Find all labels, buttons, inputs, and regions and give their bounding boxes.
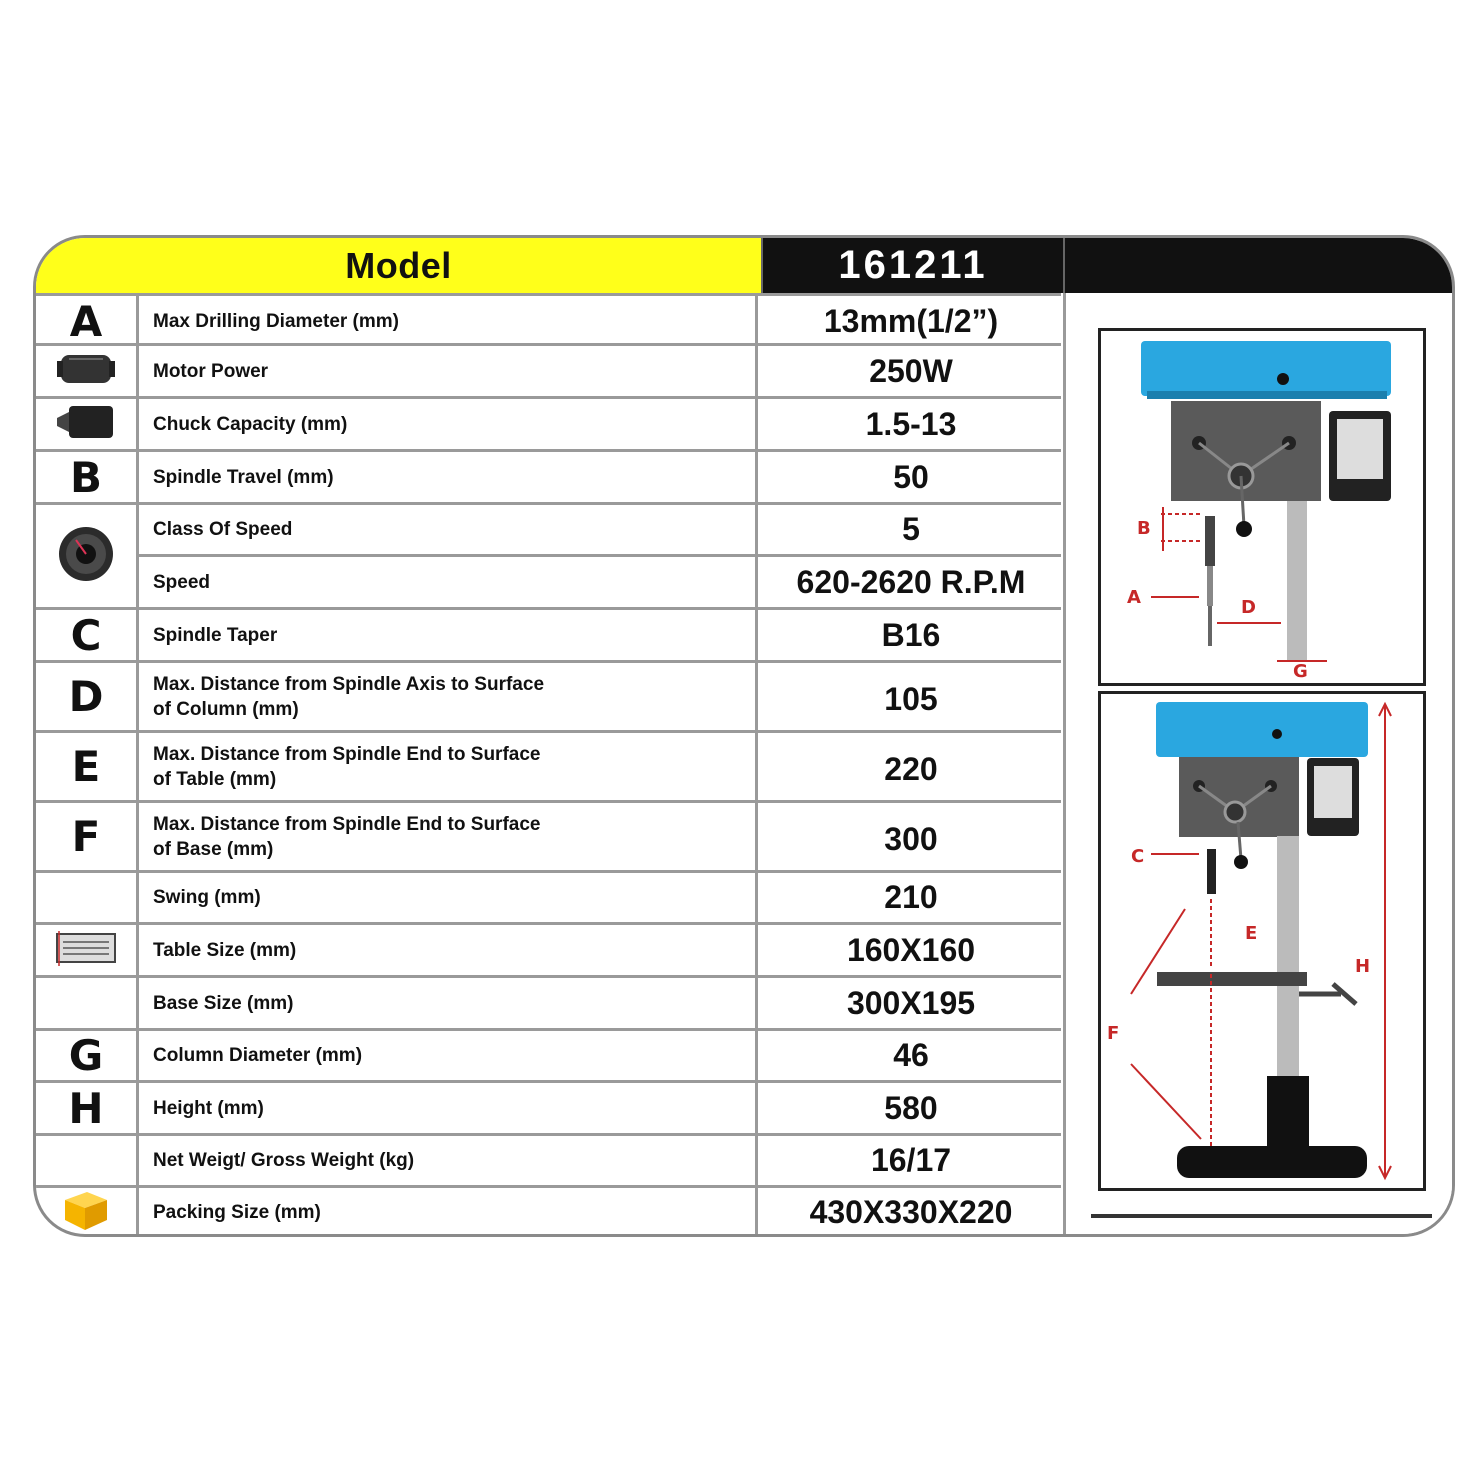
spec-label-text-line2: of Base (mm) [153,838,274,860]
dimension-letter: H [68,1083,104,1133]
dimension-letter: D [68,672,104,721]
spec-label-text: Class Of Speed [153,519,293,540]
spec-label-text: Net Weigt/ Gross Weight (kg) [153,1150,415,1171]
spec-value: 1.5-13 [865,405,957,442]
dimension-label-c: C [1131,846,1145,867]
spec-label-text: Max Drilling Diameter (mm) [153,310,399,332]
drill-press-full-illustration [1101,694,1423,1188]
spec-row [36,1185,1061,1237]
spec-label-text: Base Size (mm) [153,992,294,1014]
speed-dial-icon [56,522,116,591]
model-label: Model [345,244,452,286]
spec-value: 220 [884,751,938,787]
spec-label-text: Column Diameter (mm) [153,1045,363,1066]
spec-label [139,1083,758,1133]
spec-sheet [33,235,1455,1237]
spec-label-text: Speed [153,571,211,593]
dimension-label-e: E [1245,923,1258,944]
spec-value: 300 [884,821,938,857]
row-icon-cell [36,663,139,730]
spec-row [36,502,1061,554]
spec-row [36,1028,1061,1080]
dimension-letter: E [71,742,101,791]
row-icon-cell [36,978,139,1028]
diagram-column [1063,293,1452,1234]
dimension-label-b: B [1137,518,1151,539]
spec-label [139,296,758,346]
spec-label-text: Max. Distance from Spindle End to Surface [153,743,541,765]
header-row [36,238,1452,293]
spec-row [36,800,1061,870]
row-icon-cell [36,452,139,502]
spec-value: 160X160 [846,931,976,968]
row-icon-cell [36,1083,139,1133]
dimension-letter: F [71,812,101,861]
spec-label [139,733,758,800]
spec-label [139,346,758,396]
spec-value: 620-2620 R.P.M [796,563,1026,600]
dimension-letter: G [68,1031,104,1080]
spec-label [139,803,758,870]
spec-row [36,730,1061,800]
spec-row [36,975,1061,1028]
spec-label-text: Motor Power [153,360,269,382]
spec-label [139,1031,758,1080]
spec-value: 13mm(1/2”) [823,302,999,339]
dimension-label-d: D [1241,597,1256,618]
spec-label-text-line2: of Table (mm) [153,768,277,790]
spec-value: 105 [884,681,938,717]
table-icon [53,928,119,973]
spec-row [36,660,1061,730]
spec-row [36,1080,1061,1133]
dimension-label-h: H [1355,956,1371,977]
spec-value: 430X330X220 [809,1194,1013,1230]
row-icon-cell [36,399,139,449]
spec-label-text: Max. Distance from Spindle End to Surface [153,813,541,835]
model-number: 161211 [838,243,988,287]
row-icon-cell [36,346,139,396]
dimension-label-a: A [1127,587,1141,608]
spec-row [36,343,1061,396]
dimension-letter: B [69,452,102,502]
spec-value: 5 [902,511,920,547]
spec-label [139,1188,758,1237]
spec-label-text: Spindle Taper [153,624,278,646]
spec-label [139,399,758,449]
dimension-label-g: G [1293,661,1308,682]
spec-label-text-line2: of Column (mm) [153,698,299,720]
row-icon-cell [36,610,139,660]
spec-label [139,452,758,502]
spec-label [139,1136,758,1185]
spec-label [139,505,758,554]
spec-label-text: Spindle Travel (mm) [153,466,334,488]
model-number-cell [761,238,1063,293]
spec-value: 16/17 [870,1142,952,1178]
spec-value: 250W [869,352,953,389]
spec-row [36,922,1061,975]
header-image-cell [1063,238,1452,293]
drill-press-top-diagram [1098,328,1426,686]
spec-label-text: Max. Distance from Spindle Axis to Surface [153,673,545,695]
spec-label-text: Chuck Capacity (mm) [153,413,348,435]
model-cell [36,238,761,293]
spec-row [36,870,1061,922]
spec-label [139,978,758,1028]
spec-label-text: Height (mm) [153,1097,264,1119]
spec-row [36,396,1061,449]
spec-label [139,663,758,730]
row-icon-cell [36,1031,139,1080]
spec-value: 300X195 [846,984,976,1021]
spec-value: 46 [893,1037,929,1073]
row-icon-cell [36,505,139,607]
spec-value: 210 [884,879,938,915]
spec-label-text: Packing Size (mm) [153,1202,321,1223]
spec-row [36,607,1061,660]
spec-value: 580 [884,1089,938,1126]
row-icon-cell [36,296,139,346]
spec-row [36,449,1061,502]
drill-press-head-illustration [1101,331,1423,683]
row-icon-cell [36,803,139,870]
box-icon [61,1188,111,1237]
bottom-rule [1091,1214,1432,1218]
drill-press-full-diagram [1098,691,1426,1191]
spec-label [139,873,758,922]
row-icon-cell [36,873,139,922]
dimension-label-f: F [1107,1023,1120,1044]
spec-value: B16 [881,616,941,653]
spec-label [139,925,758,975]
spec-label-text: Table Size (mm) [153,939,297,961]
spec-row [36,554,1061,607]
row-icon-cell [36,1188,139,1237]
spec-label [139,610,758,660]
spec-value: 50 [893,458,929,495]
row-icon-cell [36,733,139,800]
dimension-letter: C [70,610,102,660]
spec-row [36,1133,1061,1185]
row-icon-cell [36,925,139,975]
motor-icon [55,349,117,394]
chuck-icon [55,402,117,447]
spec-label-text: Swing (mm) [153,887,261,908]
dimension-letter: A [69,296,103,346]
spec-label [139,557,758,607]
spec-row [36,293,1061,346]
row-icon-cell [36,1136,139,1185]
